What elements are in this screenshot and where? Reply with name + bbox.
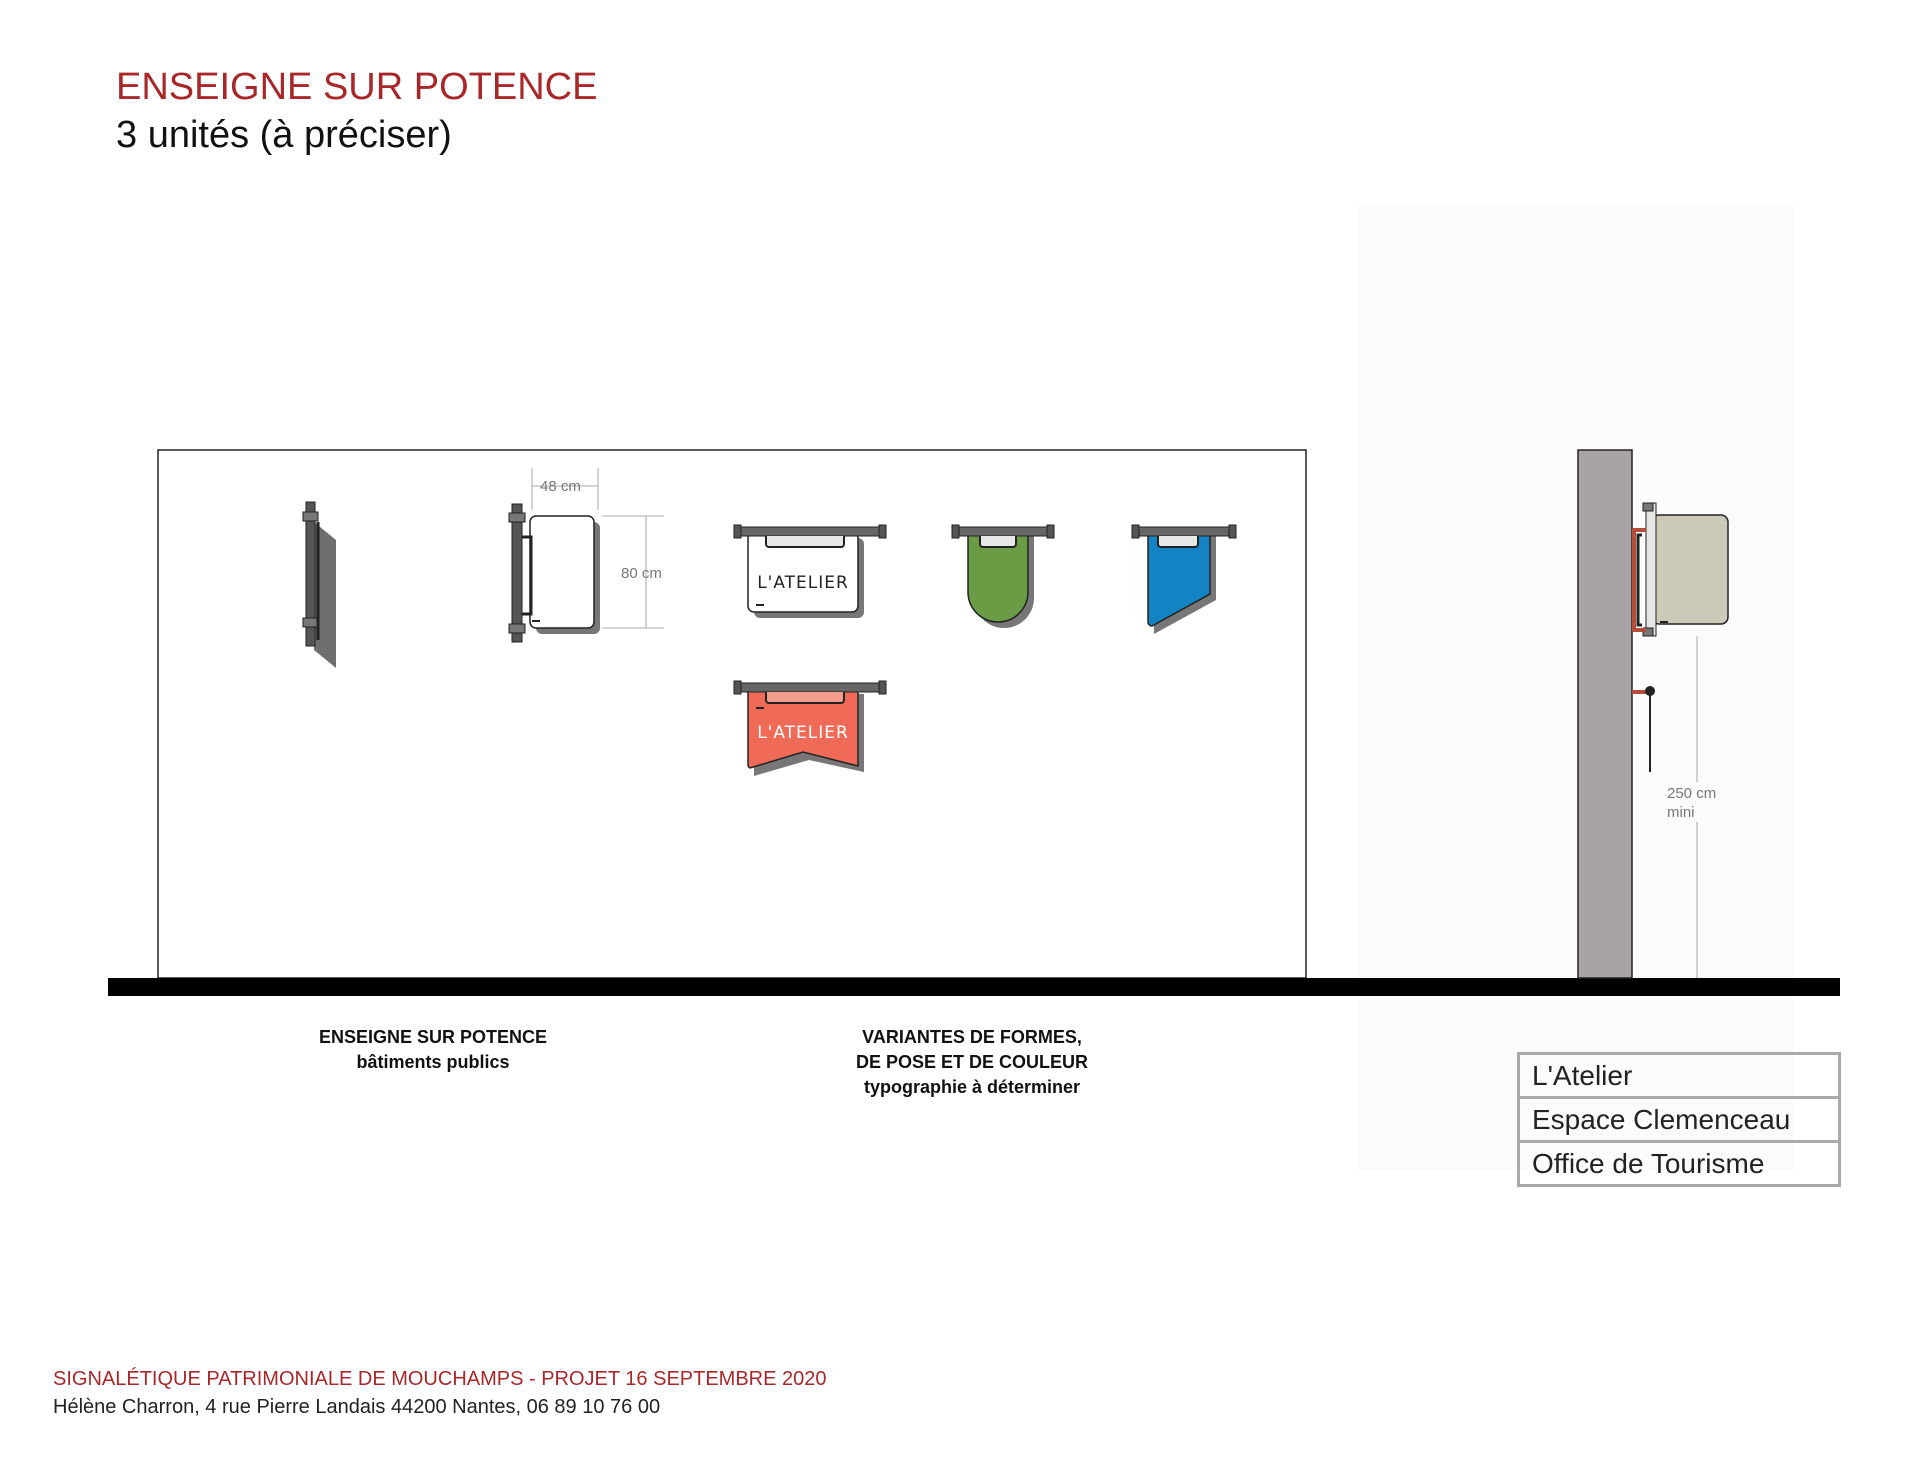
- unit-list-item: Office de Tourisme: [1532, 1148, 1765, 1179]
- caption-middle: [822, 1025, 1122, 1100]
- post: [1578, 450, 1632, 978]
- unit-list-item: L'Atelier: [1520, 1055, 1838, 1099]
- page-title: ENSEIGNE SUR POTENCE: [116, 66, 598, 108]
- caption-middle-line3: typographie à déterminer: [863, 1077, 1081, 1097]
- caption-left: [283, 1025, 583, 1075]
- footer-project-line: SIGNALÉTIQUE PATRIMONIALE DE MOUCHAMPS - PROJET 16 SEPTEMBRE 2020: [53, 1368, 827, 1390]
- caption-left-line2: bâtiments publics: [356, 1052, 510, 1072]
- unit-list-table: [1517, 1052, 1841, 1187]
- width-dimension-label: 48 cm: [540, 478, 581, 495]
- caption-middle-line1: VARIANTES DE FORMES,: [862, 1027, 1082, 1047]
- page-subtitle: 3 unités (à préciser): [116, 114, 452, 156]
- clearance-value-label: 250 cm: [1667, 785, 1717, 802]
- height-dimension-label: 80 cm: [621, 565, 662, 582]
- unit-list-item: Espace Clemenceau: [1520, 1099, 1838, 1143]
- background-panel: [1358, 205, 1794, 1170]
- caption-left-line1: ENSEIGNE SUR POTENCE: [318, 1027, 548, 1047]
- white-sign-label: L'ATELIER: [757, 573, 849, 593]
- beige-sign: [1652, 515, 1728, 624]
- clearance-note-label: mini: [1667, 804, 1695, 821]
- ground-line: [108, 978, 1840, 996]
- footer-contact-line: Hélène Charron, 4 rue Pierre Landais 44200 Nantes, 06 89 10 76 00: [53, 1396, 661, 1418]
- caption-middle-line2: DE POSE ET DE COULEUR: [855, 1052, 1089, 1072]
- coral-sign-label: L'ATELIER: [757, 723, 849, 743]
